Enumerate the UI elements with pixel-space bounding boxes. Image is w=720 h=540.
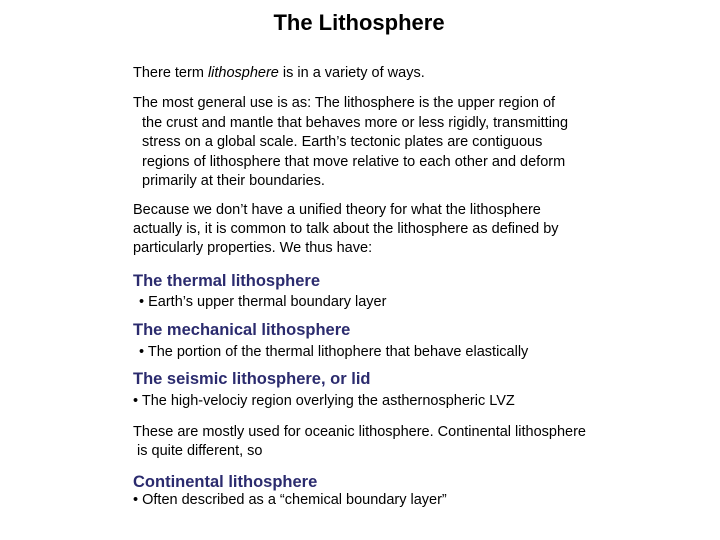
intro-line [133, 64, 425, 84]
oceanic-note-line-1: These are mostly used for oceanic lithosphere. Continental lithosphere [133, 424, 586, 440]
seismic-bullet: • The high-velociy region overlying the asthernospheric LVZ [133, 393, 515, 409]
mechanical-bullet: • The portion of the thermal lithophere that behave elastically [139, 344, 529, 360]
intro-post: is in a variety of ways. [278, 65, 425, 81]
intro-pre: There term [133, 65, 208, 81]
continental-bullet: • Often described as a “chemical boundary layer” [133, 492, 447, 508]
thermal-bullet: • Earth’s upper thermal boundary layer [139, 294, 387, 310]
because-line-2: actually is, it is common to talk about the lithosphere as defined by [133, 221, 559, 237]
continental-heading: Continental lithosphere [133, 473, 318, 491]
general-use-line-4: regions of lithosphere that move relative to each other and deform [142, 153, 566, 170]
intro-italic-term: lithosphere [207, 65, 279, 81]
because-line-1: Because we don’t have a unified theory for what the lithosphere [133, 202, 541, 218]
general-use-line-1: The most general use is as: The lithosphere is the upper region of [133, 95, 556, 111]
general-use-line-2: the crust and mantle that behaves more or less rigidly, transmitting [142, 114, 569, 131]
general-use-line-5: primarily at their boundaries. [142, 173, 325, 189]
page-title: The Lithosphere [273, 10, 445, 35]
mechanical-heading: The mechanical lithosphere [133, 321, 351, 339]
general-use-line-3: stress on a global scale. Earth’s tectonic plates are contiguous [142, 134, 543, 150]
seismic-heading: The seismic lithosphere, or lid [133, 370, 371, 388]
oceanic-note-line-2: is quite different, so [137, 443, 263, 459]
thermal-heading: The thermal lithosphere [133, 272, 321, 290]
because-line-3: particularly properties. We thus have: [133, 240, 373, 256]
